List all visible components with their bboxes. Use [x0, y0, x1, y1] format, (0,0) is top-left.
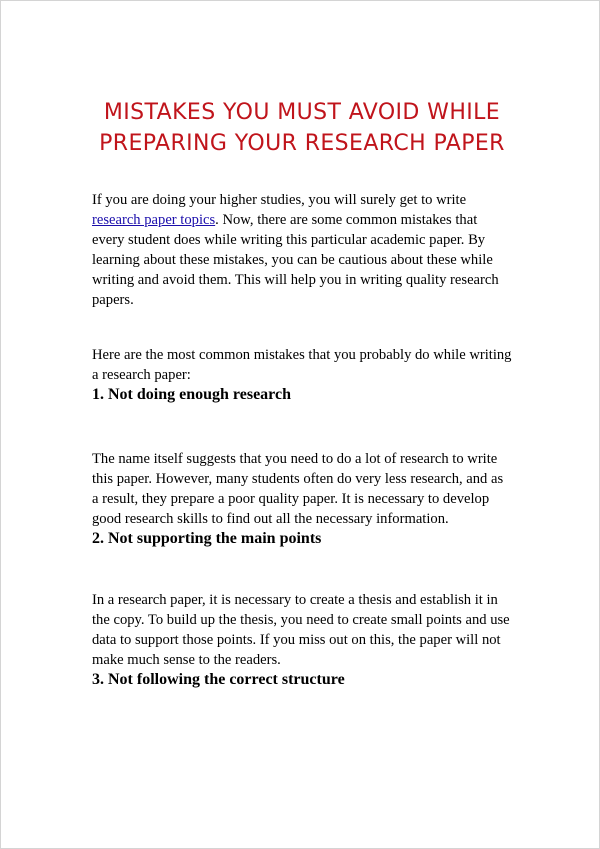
section-heading-3: 3. Not following the correct structure	[92, 671, 345, 688]
title-line-2: PREPARING YOUR RESEARCH PAPER	[99, 131, 505, 156]
intro-paragraph	[92, 190, 512, 310]
research-paper-topics-link[interactable]: research paper topics	[92, 212, 216, 228]
lead-paragraph: Here are the most common mistakes that you probably do while writing a research paper:	[92, 347, 512, 383]
intro-text-after-link: . Now, there are some common mistakes that every student does while writing this particular academic paper. By learning about these mistakes, you can be cautious about these while writing and avoid them. This will help you in writing quality research papers.	[92, 212, 499, 308]
page-title	[92, 97, 512, 159]
document-body	[92, 97, 512, 690]
title-line-1: MISTAKES YOU MUST AVOID WHILE	[103, 100, 501, 125]
section-heading-1: 1. Not doing enough research	[92, 386, 291, 403]
section-body-1: The name itself suggests that you need to do a lot of research to write this paper. However, many students often do very less research, and as a result, they prepare a poor quality paper. It is necessary to develop good research skills to find out all the necessary information.	[92, 451, 504, 527]
section-body-2: In a research paper, it is necessary to create a thesis and establish it in the copy. To build up the thesis, you need to create small points and use data to support those points. If you miss out on this, the paper will not make much sense to the readers.	[92, 592, 510, 668]
intro-text-before-link: If you are doing your higher studies, you will surely get to write	[92, 192, 467, 208]
section-heading-2: 2. Not supporting the main points	[92, 530, 322, 547]
